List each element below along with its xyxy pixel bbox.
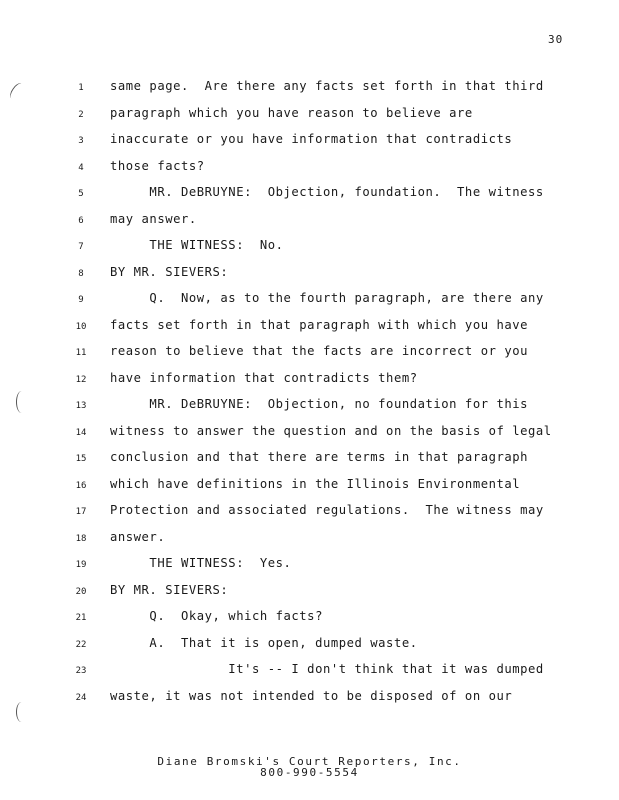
transcript-line bbox=[0, 662, 619, 682]
line-number: 4 bbox=[78, 162, 84, 173]
transcript-line bbox=[0, 397, 619, 417]
line-number: 11 bbox=[75, 348, 87, 358]
transcript-line bbox=[0, 609, 619, 629]
line-text: THE WITNESS: Yes. bbox=[110, 556, 292, 570]
transcript-line bbox=[0, 265, 619, 285]
line-text: BY MR. SIEVERS: bbox=[110, 582, 229, 597]
transcript-line bbox=[0, 79, 619, 99]
line-text: waste, it was not intended to be disposed of on our bbox=[110, 688, 513, 703]
footer-company: Diane Bromski's Court Reporters, Inc. bbox=[157, 755, 462, 768]
line-number: 10 bbox=[75, 321, 87, 332]
line-text: those facts? bbox=[110, 158, 205, 173]
line-number: 2 bbox=[78, 109, 84, 120]
line-number: 18 bbox=[75, 533, 87, 544]
line-number: 1 bbox=[78, 83, 84, 93]
line-number: 22 bbox=[75, 639, 87, 650]
line-text: A. That it is open, dumped waste. bbox=[110, 635, 418, 650]
line-number: 16 bbox=[75, 480, 87, 491]
transcript-line bbox=[0, 159, 619, 179]
line-text: same page. Are there any facts set forth in that third bbox=[110, 79, 544, 93]
line-text: have information that contradicts them? bbox=[110, 370, 418, 385]
transcript-line bbox=[0, 689, 619, 709]
line-number: 17 bbox=[75, 507, 87, 517]
line-number: 23 bbox=[75, 666, 87, 676]
footer-phone: 800-990-5554 bbox=[260, 766, 359, 779]
transcript-line bbox=[0, 583, 619, 603]
line-text: BY MR. SIEVERS: bbox=[110, 264, 229, 279]
line-text: Q. Okay, which facts? bbox=[110, 609, 323, 623]
line-number: 21 bbox=[75, 613, 87, 623]
transcript-line bbox=[0, 106, 619, 126]
line-number: 6 bbox=[78, 215, 84, 226]
line-number: 19 bbox=[75, 560, 87, 570]
line-text: which have definitions in the Illinois Environmental bbox=[110, 476, 521, 491]
transcript-line bbox=[0, 344, 619, 364]
line-text: reason to believe that the facts are incorrect or you bbox=[110, 344, 529, 358]
line-number: 14 bbox=[75, 427, 87, 438]
line-number: 8 bbox=[78, 268, 84, 279]
line-text: answer. bbox=[110, 529, 166, 544]
line-text: paragraph which you have reason to believe are bbox=[110, 105, 473, 120]
line-text: Protection and associated regulations. The witness may bbox=[110, 503, 544, 517]
line-number: 12 bbox=[75, 374, 87, 385]
line-number: 3 bbox=[78, 136, 84, 146]
transcript-line bbox=[0, 530, 619, 550]
line-text: Q. Now, as to the fourth paragraph, are there any bbox=[110, 291, 544, 305]
line-number: 5 bbox=[78, 189, 84, 199]
line-text: THE WITNESS: No. bbox=[110, 238, 284, 252]
transcript-line bbox=[0, 212, 619, 232]
footer bbox=[0, 756, 619, 778]
transcript-line bbox=[0, 185, 619, 205]
transcript-line bbox=[0, 318, 619, 338]
line-number: 20 bbox=[75, 586, 87, 597]
transcript-line bbox=[0, 636, 619, 656]
transcript-line bbox=[0, 556, 619, 576]
line-number: 7 bbox=[78, 242, 84, 252]
line-number: 9 bbox=[78, 295, 84, 305]
transcript-line bbox=[0, 238, 619, 258]
transcript-line bbox=[0, 503, 619, 523]
line-text: inaccurate or you have information that contradicts bbox=[110, 132, 513, 146]
line-text: may answer. bbox=[110, 211, 197, 226]
line-text: conclusion and that there are terms in that paragraph bbox=[110, 450, 529, 464]
page-number: 30 bbox=[548, 33, 564, 46]
line-number: 24 bbox=[75, 692, 87, 703]
transcript-line bbox=[0, 424, 619, 444]
transcript-line bbox=[0, 132, 619, 152]
line-text: MR. DeBRUYNE: Objection, no foundation for this bbox=[110, 397, 529, 411]
line-text: facts set forth in that paragraph with which you have bbox=[110, 317, 529, 332]
line-text: MR. DeBRUYNE: Objection, foundation. The witness bbox=[110, 185, 544, 199]
line-text: witness to answer the question and on the basis of legal bbox=[110, 423, 552, 438]
transcript-line bbox=[0, 371, 619, 391]
transcript-line bbox=[0, 450, 619, 470]
line-number: 15 bbox=[75, 454, 87, 464]
transcript-line bbox=[0, 477, 619, 497]
transcript-line bbox=[0, 291, 619, 311]
line-number: 13 bbox=[75, 401, 87, 411]
line-text: It's -- I don't think that it was dumped bbox=[110, 662, 544, 676]
